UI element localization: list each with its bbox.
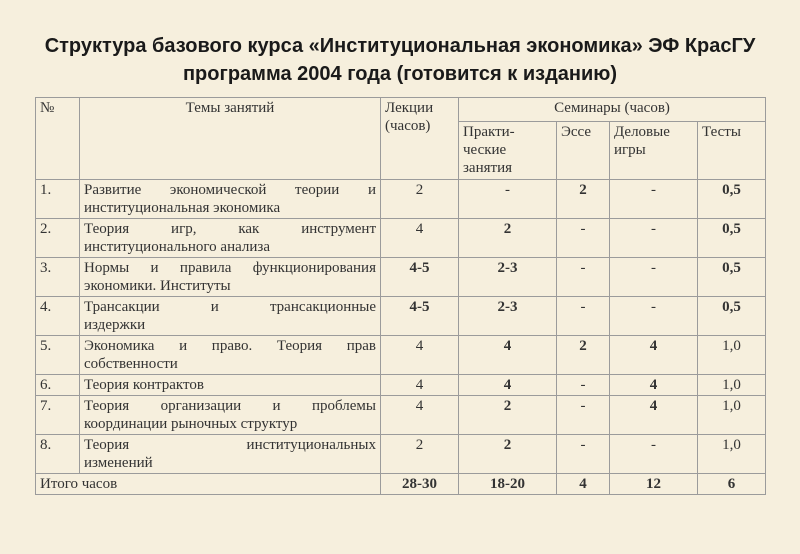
row-tests: 0,5	[698, 219, 766, 258]
table-row	[36, 180, 766, 219]
row-num: 7.	[36, 396, 80, 435]
row-topic: Теория институциональных изменений	[80, 435, 381, 474]
course-structure-table	[35, 97, 766, 495]
row-num: 8.	[36, 435, 80, 474]
row-games: -	[610, 258, 698, 297]
total-label: Итого часов	[36, 474, 381, 495]
row-essay: -	[557, 375, 610, 396]
row-topic: Нормы и правила функционирования экономики. Институты	[80, 258, 381, 297]
row-tests: 1,0	[698, 396, 766, 435]
table-row	[36, 435, 766, 474]
row-games: 4	[610, 396, 698, 435]
row-essay: -	[557, 297, 610, 336]
row-games: -	[610, 219, 698, 258]
row-topic: Развитие экономической теории и институциональная экономика	[80, 180, 381, 219]
table-row	[36, 219, 766, 258]
row-num: 1.	[36, 180, 80, 219]
row-practical: 4	[459, 336, 557, 375]
row-lectures: 2	[381, 180, 459, 219]
row-tests: 0,5	[698, 180, 766, 219]
row-lectures: 4	[381, 396, 459, 435]
row-num: 5.	[36, 336, 80, 375]
row-tests: 0,5	[698, 297, 766, 336]
header-lectures: Лекции (часов)	[381, 98, 459, 180]
row-practical: -	[459, 180, 557, 219]
table-row	[36, 258, 766, 297]
row-topic: Теория контрактов	[80, 375, 381, 396]
row-practical: 2	[459, 396, 557, 435]
row-topic: Теория игр, как инструмент институционального анализа	[80, 219, 381, 258]
row-topic: Теория организации и проблемы координации рыночных структур	[80, 396, 381, 435]
header-topics: Темы занятий	[80, 98, 381, 180]
row-essay: 2	[557, 180, 610, 219]
header-games: Деловые игры	[610, 122, 698, 180]
row-lectures: 4-5	[381, 297, 459, 336]
row-topic: Трансакции и трансакционные издержки	[80, 297, 381, 336]
row-num: 4.	[36, 297, 80, 336]
row-practical: 4	[459, 375, 557, 396]
total-tests: 6	[698, 474, 766, 495]
row-tests: 1,0	[698, 435, 766, 474]
total-practical: 18-20	[459, 474, 557, 495]
title-line-2: программа 2004 года (готовится к изданию)	[182, 63, 618, 85]
row-essay: -	[557, 258, 610, 297]
row-num: 3.	[36, 258, 80, 297]
total-lectures: 28-30	[381, 474, 459, 495]
table-row	[36, 297, 766, 336]
page-title	[0, 32, 800, 88]
row-lectures: 4	[381, 336, 459, 375]
total-row	[36, 474, 766, 495]
row-practical: 2-3	[459, 297, 557, 336]
row-tests: 1,0	[698, 336, 766, 375]
row-games: -	[610, 297, 698, 336]
row-practical: 2-3	[459, 258, 557, 297]
row-tests: 1,0	[698, 375, 766, 396]
row-essay: -	[557, 219, 610, 258]
header-seminars: Семинары (часов)	[459, 98, 766, 122]
row-games: 4	[610, 375, 698, 396]
table-row	[36, 396, 766, 435]
table-row	[36, 336, 766, 375]
row-essay: -	[557, 435, 610, 474]
row-num: 6.	[36, 375, 80, 396]
header-tests: Тесты	[698, 122, 766, 180]
header-practical: Практи- ческие занятия	[459, 122, 557, 180]
header-essay: Эссе	[557, 122, 610, 180]
row-lectures: 4	[381, 219, 459, 258]
row-essay: 2	[557, 336, 610, 375]
row-games: -	[610, 180, 698, 219]
row-lectures: 2	[381, 435, 459, 474]
row-num: 2.	[36, 219, 80, 258]
row-games: -	[610, 435, 698, 474]
row-lectures: 4	[381, 375, 459, 396]
row-tests: 0,5	[698, 258, 766, 297]
row-lectures: 4-5	[381, 258, 459, 297]
title-line-1: Структура базового курса «Институциональная экономика» ЭФ КрасГУ	[44, 35, 756, 57]
total-essay: 4	[557, 474, 610, 495]
total-games: 12	[610, 474, 698, 495]
row-essay: -	[557, 396, 610, 435]
row-games: 4	[610, 336, 698, 375]
header-num: №	[36, 98, 80, 180]
table-row	[36, 375, 766, 396]
row-practical: 2	[459, 219, 557, 258]
row-practical: 2	[459, 435, 557, 474]
row-topic: Экономика и право. Теория прав собственности	[80, 336, 381, 375]
